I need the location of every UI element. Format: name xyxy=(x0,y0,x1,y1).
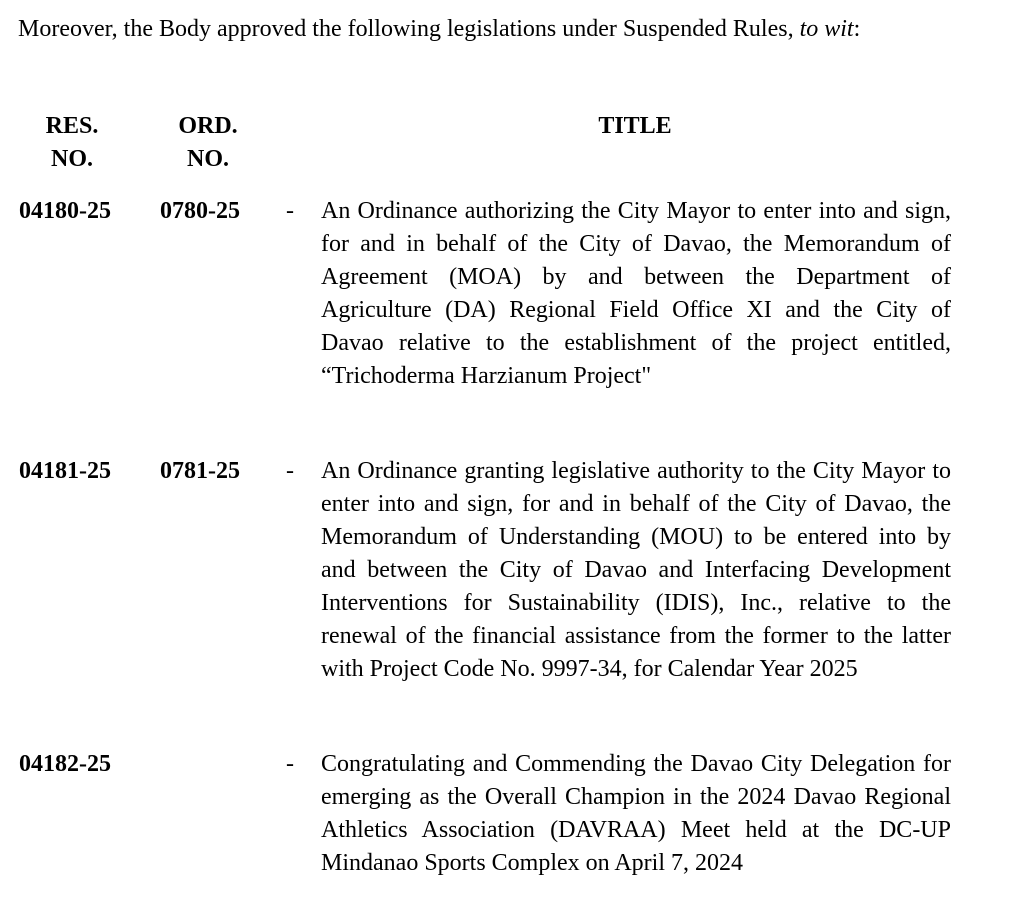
legislation-title: An Ordinance authorizing the City Mayor to enter into and sign, for and in behalf of the City of Davao, the Memorandum of Agreement (MOA) by and between the Department of Agriculture (DA) Regional Field Office XI and the City of Davao relative to the establishment of the project entitled, “Trichoderma Harzianum Project" xyxy=(321,198,951,389)
intro-text: Moreover, the Body approved the following legislations under Suspended Rules, xyxy=(18,16,800,42)
header-title: TITLE xyxy=(598,113,672,139)
legislation-title: Congratulating and Commending the Davao City Delegation for emerging as the Overall Champion in the 2024 Davao Regional Athletics Association (DAVRAA) Meet held at the DC-UP Mindanao Sports Complex on April 7, 2024 xyxy=(321,751,951,876)
ord-number: 0780-25 xyxy=(160,198,240,224)
intro-end: : xyxy=(853,16,861,42)
row-dash: - xyxy=(286,751,294,777)
ord-number: 0781-25 xyxy=(160,458,240,484)
row-dash: - xyxy=(286,458,294,484)
res-number: 04181-25 xyxy=(19,458,111,484)
header-res-no: RES. NO. xyxy=(45,113,99,172)
intro-paragraph xyxy=(18,14,1018,44)
res-number: 04180-25 xyxy=(19,198,111,224)
legislation-title: An Ordinance granting legislative authority to the City Mayor to enter into and sign, for and in behalf of the City of Davao, the Memorandum of Understanding (MOU) to be entered into by and between the City of Davao and Interfacing Development Interventions for Sustainability (IDIS), Inc., relative to the renewal of the financial assistance from the former to the latter with Project Code No. 9997-34, for Calendar Year 2025 xyxy=(321,458,951,682)
intro-emphasis: to wit xyxy=(799,16,854,42)
res-number: 04182-25 xyxy=(19,751,111,777)
header-ord-no: ORD. NO. xyxy=(178,113,238,172)
row-dash: - xyxy=(286,198,294,224)
